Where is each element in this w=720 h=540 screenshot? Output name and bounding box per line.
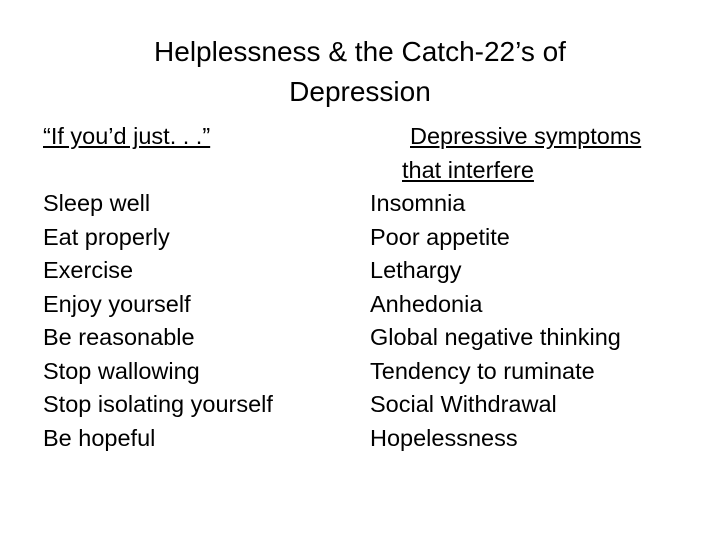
right-item-ruminate: Tendency to ruminate [370,357,595,384]
right-heading-line-1: Depressive symptoms [410,123,642,149]
left-item-reasonable: Be reasonable [43,324,195,350]
left-column [43,120,343,455]
right-column-heading [370,120,690,187]
left-column-heading: “If you’d just. . .” [43,123,211,149]
left-item-isolating: Stop isolating yourself [43,391,273,417]
right-item-insomnia: Insomnia [370,190,466,216]
right-item-appetite: Poor appetite [370,223,510,250]
title-line-1: Helplessness & the Catch-22’s of [154,36,566,67]
right-item-negative-thinking: Global negative thinking [370,324,621,350]
right-heading-line-2: that interfere [402,156,534,183]
right-item-withdrawal: Social Withdrawal [370,391,557,417]
left-item-wallowing: Stop wallowing [43,357,200,384]
left-item-sleep: Sleep well [43,190,151,216]
left-item-hopeful: Be hopeful [43,424,156,451]
slide-title [60,32,660,112]
left-item-eat: Eat properly [43,223,170,250]
right-column [370,120,690,455]
left-item-exercise: Exercise [43,257,134,283]
left-item-enjoy: Enjoy yourself [43,290,191,317]
right-item-hopelessness: Hopelessness [370,424,518,451]
right-item-anhedonia: Anhedonia [370,290,483,317]
right-item-lethargy: Lethargy [370,257,462,283]
title-line-2: Depression [289,76,431,107]
